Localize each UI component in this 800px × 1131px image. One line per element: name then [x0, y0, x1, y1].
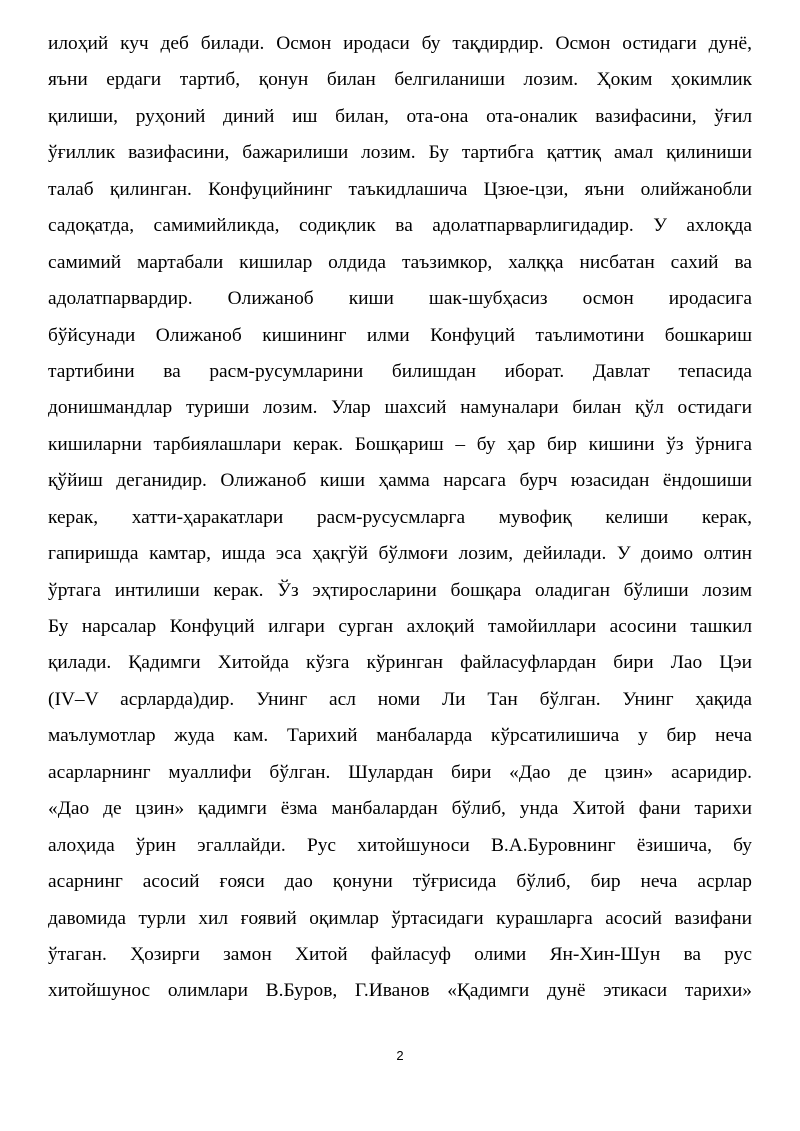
text-line: маълумотлар жуда кам. Тарихий манбаларда кўрсатилишича у бир неча — [48, 725, 752, 747]
text-line: самимий мартабали кишилар олдида таъзимкор, халққа нисбатан сахий ва — [48, 251, 752, 273]
text-line: қилади. Қадимги Хитойда кўзга кўринган файласуфлардан бири Лао Цэи — [48, 652, 752, 674]
text-line: яъни ердаги тартиб, қонун билан белгиланиши лозим. Ҳоким ҳокимлик — [48, 69, 752, 91]
text-line: ўртага интилиши керак. Ўз эҳтиросларини бошқара оладиган бўлиши лозим — [48, 579, 752, 601]
text-line: алоҳида ўрин эгаллайди. Рус хитойшуноси В.А.Буровнинг ёзишича, бу — [48, 834, 752, 856]
text-line: ўтаган. Ҳозирги замон Хитой файласуф олими Ян-Хин-Шун ва рус — [48, 943, 752, 965]
text-line: асарларнинг муаллифи бўлган. Шулардан бири «Дао де цзин» асаридир. — [48, 761, 752, 783]
text-line: (IV–V асрларда)дир. Унинг асл номи Ли Тан бўлган. Унинг ҳақида — [48, 688, 752, 710]
text-line: ўғиллик вазифасини, бажарилиши лозим. Бу тартибга қаттиқ амал қилиниши — [48, 142, 752, 164]
text-line: хитойшунос олимлари В.Буров, Г.Иванов «Қадимги дунё этикаси тарихи» — [48, 980, 752, 1002]
text-line: давомида турли хил ғоявий оқимлар ўртасидаги курашларга асосий вазифани — [48, 907, 752, 929]
text-line: қилиши, руҳоний диний иш билан, ота-она ота-оналик вазифасини, ўғил — [48, 105, 752, 127]
text-line: Бу нарсалар Конфуций илгари сурган ахлоқий тамойиллари асосини ташкил — [48, 616, 752, 637]
text-line: қўйиш деганидир. Олижаноб киши ҳамма нарсага бурч юзасидан ёндошиши — [48, 470, 752, 492]
text-line: талаб қилинган. Конфуцийнинг таъкидлашича Цзюе-цзи, яъни олийжанобли — [48, 178, 752, 200]
text-line: бўйсунади Олижаноб кишининг илми Конфуций таълимотини бошкариш — [48, 324, 752, 346]
text-line: гапиришда камтар, ишда эса ҳақгўй бўлмоғи лозим, дейилади. У доимо олтин — [48, 543, 752, 565]
text-line: асарнинг асосий ғояси дао қонуни тўғрисида бўлиб, бир неча асрлар — [48, 871, 752, 893]
body-text — [48, 26, 752, 1010]
text-line: садоқатда, самимийликда, содиқлик ва адолатпарварлигидадир. У ахлоқда — [48, 215, 752, 237]
text-line: керак, хатти-ҳаракатлари расм-русусмларга мувофиқ келиши керак, — [48, 506, 752, 528]
text-line: кишиларни тарбиялашлари керак. Бошқариш – бу ҳар бир кишини ўз ўрнига — [48, 433, 752, 455]
text-line: адолатпарвардир. Олижаноб киши шак-шубҳасиз осмон иродасига — [48, 288, 752, 310]
text-line: илоҳий куч деб билади. Осмон иродаси бу тақдирдир. Осмон остидаги дунё, — [48, 33, 752, 54]
text-line: «Дао де цзин» қадимги ёзма манбалардан бўлиб, унда Хитой фани тарихи — [48, 798, 752, 820]
text-line: тартибини ва расм-русумларини билишдан иборат. Давлат тепасида — [48, 360, 752, 382]
text-line: донишмандлар туриши лозим. Улар шахсий намуналари билан қўл остидаги — [48, 397, 752, 419]
page-number: 2 — [396, 1048, 404, 1063]
